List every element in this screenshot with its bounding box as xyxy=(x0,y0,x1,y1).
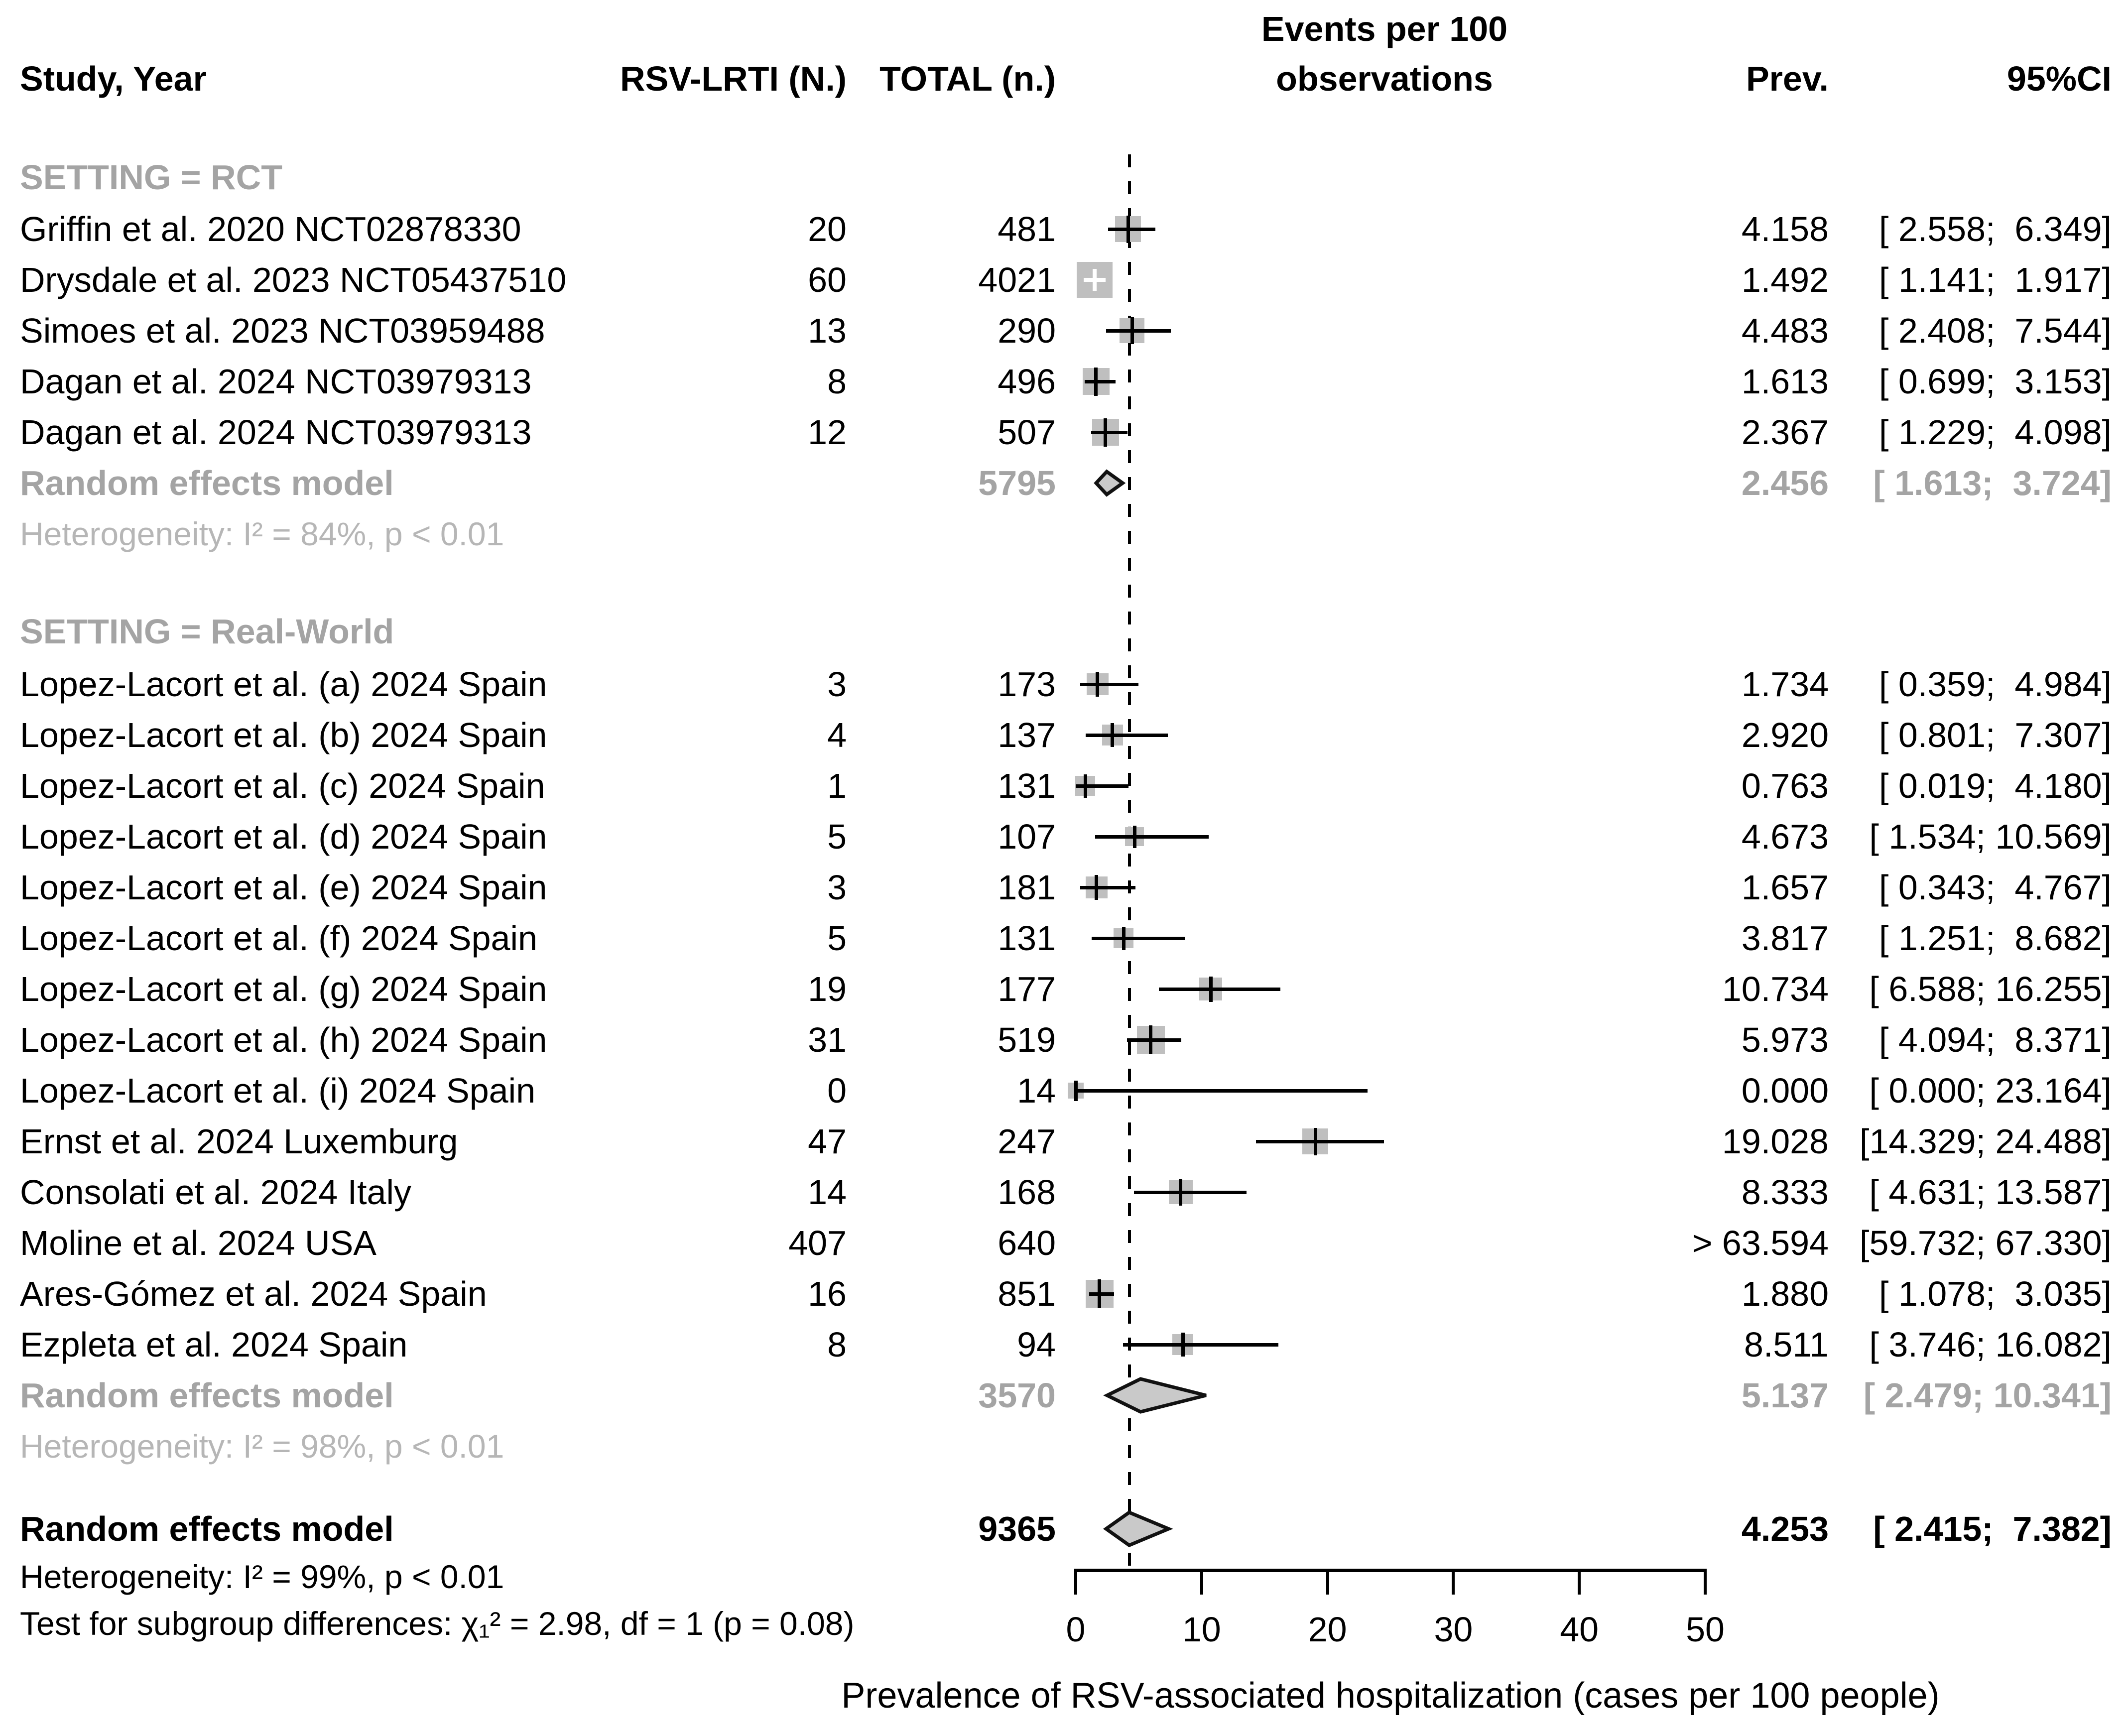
summary-total-count: 9365 xyxy=(978,1509,1056,1548)
summary-prevalence-value: 4.253 xyxy=(1741,1509,1829,1548)
x-axis-tick-label: 30 xyxy=(1434,1610,1473,1649)
summary-prevalence-value: 5.137 xyxy=(1741,1376,1829,1415)
study-row xyxy=(0,205,2127,253)
column-header-events-line2: observations xyxy=(1276,59,1493,98)
overall-heterogeneity-row-text: Heterogeneity: I² = 99%, p < 0.01 xyxy=(20,1558,504,1595)
total-count: 173 xyxy=(998,665,1056,704)
study-row xyxy=(0,1321,2127,1368)
rsv-lrti-count: 60 xyxy=(808,260,847,299)
heterogeneity-row-text: Heterogeneity: I² = 84%, p < 0.01 xyxy=(20,515,504,552)
total-count: 181 xyxy=(998,868,1056,907)
study-label: Ezpleta et al. 2024 Spain xyxy=(20,1325,408,1364)
prevalence-value: 1.880 xyxy=(1741,1274,1829,1313)
total-count: 94 xyxy=(1017,1325,1056,1364)
confidence-interval-value: [ 1.141; 1.917] xyxy=(1878,260,2112,299)
prevalence-value: 1.492 xyxy=(1741,260,1829,299)
study-label: Lopez-Lacort et al. (d) 2024 Spain xyxy=(20,817,547,856)
x-axis-title: Prevalence of RSV-associated hospitalization (cases per 100 people) xyxy=(841,1676,1940,1716)
prevalence-value: 2.920 xyxy=(1741,716,1829,754)
point-estimate-tick xyxy=(1133,826,1136,848)
confidence-interval-line xyxy=(1159,988,1280,991)
point-estimate-tick xyxy=(1149,1025,1152,1054)
rsv-lrti-count: 13 xyxy=(808,311,847,350)
summary-label: Random effects model xyxy=(20,1509,394,1548)
x-axis-tick xyxy=(1704,1569,1707,1595)
point-estimate-tick xyxy=(1098,1279,1101,1308)
point-estimate-tick xyxy=(1104,418,1107,447)
rsv-lrti-count: 5 xyxy=(827,919,847,958)
point-estimate-tick xyxy=(1074,1081,1078,1101)
section-header-label: SETTING = Real-World xyxy=(20,612,394,651)
rsv-lrti-count: 1 xyxy=(827,766,847,805)
subgroup-summary-row xyxy=(0,1371,2127,1419)
point-estimate-tick xyxy=(1111,723,1114,747)
total-count: 247 xyxy=(998,1122,1056,1161)
section-header-row xyxy=(0,153,2127,201)
point-estimate-tick xyxy=(1130,317,1134,344)
point-estimate-tick xyxy=(1122,927,1126,950)
section-header-label: SETTING = RCT xyxy=(20,158,282,197)
overall-heterogeneity-row xyxy=(0,1553,2127,1601)
rsv-lrti-count: 14 xyxy=(808,1173,847,1212)
total-count: 168 xyxy=(998,1173,1056,1212)
prevalence-value: 10.734 xyxy=(1722,970,1829,1008)
summary-diamond xyxy=(1102,1508,1173,1549)
point-estimate-tick xyxy=(1181,1333,1185,1357)
total-count: 507 xyxy=(998,413,1056,452)
point-estimate-tick xyxy=(1096,672,1099,697)
prevalence-value: 2.367 xyxy=(1741,413,1829,452)
rsv-lrti-count: 3 xyxy=(827,665,847,704)
study-label: Lopez-Lacort et al. (c) 2024 Spain xyxy=(20,766,545,805)
subgroup-summary-row xyxy=(0,459,2127,507)
study-row xyxy=(0,1067,2127,1115)
rsv-lrti-count: 16 xyxy=(808,1274,847,1313)
prevalence-value: 19.028 xyxy=(1722,1122,1829,1161)
confidence-interval-value: [ 2.408; 7.544] xyxy=(1878,311,2112,350)
section-header-row xyxy=(0,608,2127,655)
total-count: 640 xyxy=(998,1224,1056,1262)
x-axis-tick xyxy=(1074,1569,1077,1595)
summary-prevalence-value: 2.456 xyxy=(1741,464,1829,502)
confidence-interval-line xyxy=(1106,329,1171,333)
prevalence-value: 4.158 xyxy=(1741,210,1829,248)
total-count: 14 xyxy=(1017,1071,1056,1110)
confidence-interval-value: [ 0.359; 4.984] xyxy=(1878,665,2112,704)
rsv-lrti-count: 4 xyxy=(827,716,847,754)
rsv-lrti-count: 407 xyxy=(788,1224,847,1262)
study-label: Lopez-Lacort et al. (i) 2024 Spain xyxy=(20,1071,536,1110)
rsv-lrti-count: 8 xyxy=(827,362,847,401)
study-label: Dagan et al. 2024 NCT03979313 xyxy=(20,362,532,401)
prevalence-value: 4.483 xyxy=(1741,311,1829,350)
confidence-interval-line xyxy=(1092,937,1185,940)
study-row xyxy=(0,813,2127,861)
summary-label: Random effects model xyxy=(20,464,394,502)
confidence-interval-line xyxy=(1256,1140,1384,1143)
x-axis-tick xyxy=(1326,1569,1329,1595)
study-row xyxy=(0,1270,2127,1318)
prevalence-value: 1.613 xyxy=(1741,362,1829,401)
study-label: Lopez-Lacort et al. (f) 2024 Spain xyxy=(20,919,537,958)
prevalence-value: 8.333 xyxy=(1741,1173,1829,1212)
summary-confidence-interval-value: [ 2.479; 10.341] xyxy=(1863,1376,2112,1415)
study-row xyxy=(0,660,2127,708)
study-row xyxy=(0,408,2127,456)
rsv-lrti-count: 0 xyxy=(827,1071,847,1110)
prevalence-value: 8.511 xyxy=(1744,1325,1829,1364)
study-label: Simoes et al. 2023 NCT03959488 xyxy=(20,311,545,350)
point-estimate-tick xyxy=(1094,368,1098,396)
x-axis-tick-label: 50 xyxy=(1686,1610,1725,1649)
study-row xyxy=(0,762,2127,810)
reference-line xyxy=(1128,154,1131,1569)
study-row xyxy=(0,864,2127,911)
confidence-interval-line xyxy=(1089,1292,1114,1296)
study-row xyxy=(0,1168,2127,1216)
column-header-study: Study, Year xyxy=(20,59,207,98)
x-axis-tick xyxy=(1200,1569,1203,1595)
confidence-interval-line xyxy=(1108,228,1156,231)
confidence-interval-value: [ 4.631; 13.587] xyxy=(1869,1173,2112,1212)
confidence-interval-line xyxy=(1123,1343,1278,1347)
study-label: Consolati et al. 2024 Italy xyxy=(20,1173,412,1212)
subgroup-test-row-text: Test for subgroup differences: χ₁² = 2.98, df = 1 (p = 0.08) xyxy=(20,1605,855,1642)
rsv-lrti-count: 3 xyxy=(827,868,847,907)
confidence-interval-value: [ 3.746; 16.082] xyxy=(1869,1325,2112,1364)
confidence-interval-value: [ 1.251; 8.682] xyxy=(1878,919,2112,958)
confidence-interval-value: [14.329; 24.488] xyxy=(1860,1122,2112,1161)
rsv-lrti-count: 8 xyxy=(827,1325,847,1364)
summary-confidence-interval-value: [ 2.415; 7.382] xyxy=(1873,1509,2112,1548)
study-label: Lopez-Lacort et al. (g) 2024 Spain xyxy=(20,970,547,1008)
study-label: Ares-Gómez et al. 2024 Spain xyxy=(20,1274,487,1313)
confidence-interval-value: [ 6.588; 16.255] xyxy=(1869,970,2112,1008)
point-estimate-tick xyxy=(1314,1128,1317,1155)
confidence-interval-value: [ 0.343; 4.767] xyxy=(1878,868,2112,907)
study-label: Moline et al. 2024 USA xyxy=(20,1224,376,1262)
estimate-plus-vertical-icon xyxy=(1093,269,1097,291)
confidence-interval-line xyxy=(1085,380,1116,383)
heterogeneity-row xyxy=(0,510,2127,558)
summary-diamond xyxy=(1103,1375,1210,1416)
confidence-interval-value: [ 0.699; 3.153] xyxy=(1878,362,2112,401)
prevalence-value: 1.734 xyxy=(1741,665,1829,704)
study-row xyxy=(0,358,2127,405)
rsv-lrti-count: 31 xyxy=(808,1020,847,1059)
rsv-lrti-count: 5 xyxy=(827,817,847,856)
study-label: Dagan et al. 2024 NCT03979313 xyxy=(20,413,532,452)
total-count: 4021 xyxy=(978,260,1056,299)
total-count: 107 xyxy=(998,817,1056,856)
total-count: 519 xyxy=(998,1020,1056,1059)
confidence-interval-line xyxy=(1127,1038,1181,1042)
rsv-lrti-count: 19 xyxy=(808,970,847,1008)
confidence-interval-line xyxy=(1095,835,1209,839)
rsv-lrti-count: 20 xyxy=(808,210,847,248)
column-header-95ci: 95%CI xyxy=(2006,59,2112,98)
prevalence-value: 3.817 xyxy=(1741,919,1829,958)
column-header-total: TOTAL (n.) xyxy=(879,59,1056,98)
prevalence-value: 5.973 xyxy=(1741,1020,1829,1059)
confidence-interval-line xyxy=(1091,431,1127,434)
rsv-lrti-count: 12 xyxy=(808,413,847,452)
x-axis-tick-label: 10 xyxy=(1182,1610,1221,1649)
summary-confidence-interval-value: [ 1.613; 3.724] xyxy=(1873,464,2112,502)
confidence-interval-value: [ 1.229; 4.098] xyxy=(1878,413,2112,452)
confidence-interval-value: [ 1.078; 3.035] xyxy=(1878,1274,2112,1313)
confidence-interval-line xyxy=(1134,1191,1247,1194)
study-row xyxy=(0,711,2127,759)
study-row xyxy=(0,256,2127,304)
confidence-interval-line xyxy=(1076,1089,1368,1093)
study-row xyxy=(0,1117,2127,1165)
overall-summary-row xyxy=(0,1505,2127,1553)
x-axis-line xyxy=(1076,1569,1705,1572)
confidence-interval-value: [ 4.094; 8.371] xyxy=(1878,1020,2112,1059)
heterogeneity-row xyxy=(0,1422,2127,1470)
summary-total-count: 5795 xyxy=(978,464,1056,502)
study-label: Lopez-Lacort et al. (e) 2024 Spain xyxy=(20,868,547,907)
prevalence-value: 0.000 xyxy=(1741,1071,1829,1110)
summary-total-count: 3570 xyxy=(978,1376,1056,1415)
study-label: Lopez-Lacort et al. (b) 2024 Spain xyxy=(20,716,547,754)
heterogeneity-row-text: Heterogeneity: I² = 98%, p < 0.01 xyxy=(20,1428,504,1465)
point-estimate-tick xyxy=(1095,875,1098,900)
study-row xyxy=(0,914,2127,962)
confidence-interval-value: [ 1.534; 10.569] xyxy=(1869,817,2112,856)
prevalence-value: 1.657 xyxy=(1741,868,1829,907)
rsv-lrti-count: 47 xyxy=(808,1122,847,1161)
summary-diamond xyxy=(1092,468,1126,498)
x-axis-tick-label: 40 xyxy=(1560,1610,1599,1649)
confidence-interval-line xyxy=(1086,734,1167,737)
total-count: 177 xyxy=(998,970,1056,1008)
study-row xyxy=(0,1016,2127,1064)
prevalence-value: > 63.594 xyxy=(1692,1224,1829,1262)
study-label: Lopez-Lacort et al. (a) 2024 Spain xyxy=(20,665,547,704)
total-count: 131 xyxy=(998,766,1056,805)
study-label: Lopez-Lacort et al. (h) 2024 Spain xyxy=(20,1020,547,1059)
study-label: Griffin et al. 2020 NCT02878330 xyxy=(20,210,521,248)
prevalence-value: 4.673 xyxy=(1741,817,1829,856)
study-label: Ernst et al. 2024 Luxemburg xyxy=(20,1122,458,1161)
study-row xyxy=(0,1219,2127,1267)
point-estimate-tick xyxy=(1084,774,1087,798)
column-header-prev: Prev. xyxy=(1746,59,1829,98)
study-label: Drysdale et al. 2023 NCT05437510 xyxy=(20,260,567,299)
column-header-events-line1: Events per 100 xyxy=(1261,9,1508,48)
total-count: 481 xyxy=(998,210,1056,248)
point-estimate-tick xyxy=(1126,216,1130,243)
total-count: 496 xyxy=(998,362,1056,401)
point-estimate-tick xyxy=(1179,1179,1182,1206)
confidence-interval-value: [ 0.019; 4.180] xyxy=(1878,766,2112,805)
x-axis-tick xyxy=(1452,1569,1455,1595)
confidence-interval-line xyxy=(1080,886,1136,889)
total-count: 290 xyxy=(998,311,1056,350)
confidence-interval-value: [ 0.000; 23.164] xyxy=(1869,1071,2112,1110)
study-row xyxy=(0,965,2127,1013)
total-count: 137 xyxy=(998,716,1056,754)
confidence-interval-value: [ 0.801; 7.307] xyxy=(1878,716,2112,754)
study-row xyxy=(0,307,2127,355)
confidence-interval-value: [ 2.558; 6.349] xyxy=(1878,210,2112,248)
total-count: 131 xyxy=(998,919,1056,958)
total-count: 851 xyxy=(998,1274,1056,1313)
column-header-rsv-lrti: RSV-LRTI (N.) xyxy=(620,59,847,98)
confidence-interval-value: [59.732; 67.330] xyxy=(1860,1224,2112,1262)
x-axis-tick-label: 0 xyxy=(1066,1610,1086,1649)
confidence-interval-line xyxy=(1080,683,1138,686)
point-estimate-tick xyxy=(1209,977,1213,1002)
x-axis-tick xyxy=(1578,1569,1581,1595)
summary-label: Random effects model xyxy=(20,1376,394,1415)
x-axis-tick-label: 20 xyxy=(1308,1610,1347,1649)
prevalence-value: 0.763 xyxy=(1741,766,1829,805)
